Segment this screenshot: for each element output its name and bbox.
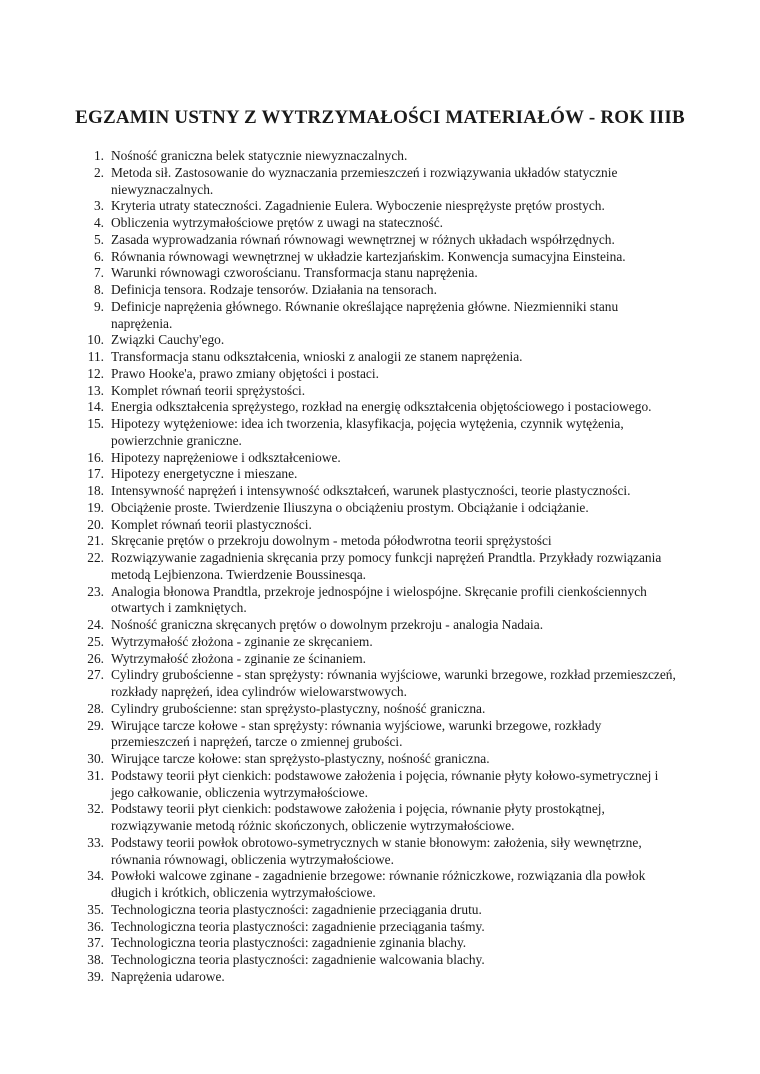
question-number: 5. xyxy=(93,231,104,247)
question-number: 8. xyxy=(93,282,104,297)
question-item xyxy=(82,835,682,869)
question-number: 11. xyxy=(87,349,104,364)
question-item xyxy=(82,282,682,299)
question-number: 12. xyxy=(87,365,104,381)
question-text: Obliczenia wytrzymałościowe prętów z uwagi na stateczność. xyxy=(111,215,444,230)
question-number: 19. xyxy=(87,499,104,515)
question-number: 23. xyxy=(87,583,104,599)
question-text: Komplet równań teorii sprężystości. xyxy=(111,382,306,398)
question-item xyxy=(82,801,682,835)
question-item xyxy=(82,483,682,500)
question-item xyxy=(82,349,682,366)
question-text: Komplet równań teorii plastyczności. xyxy=(111,516,312,532)
question-item xyxy=(82,768,682,802)
question-text: Technologiczna teoria plastyczności: zagadnienie walcowania blachy. xyxy=(111,952,485,967)
question-item xyxy=(82,366,682,383)
question-text: Cylindry grubościenne - stan sprężysty: równania wyjściowe, warunki brzegowe, rozkład przemieszczeń, rozkłady naprężeń, idea cylindrów wielowarstwowych. xyxy=(111,667,676,699)
question-text: Podstawy teorii powłok obrotowo-symetrycznych w stanie błonowym: założenia, siły wewnętrzne, równania równowagi, obliczenia wytrzymałościowe. xyxy=(111,834,642,867)
question-item xyxy=(82,751,682,768)
question-number: 16. xyxy=(87,449,104,465)
question-item xyxy=(82,148,682,165)
question-text: Cylindry grubościenne: stan sprężysto-plastyczny, nośność graniczna. xyxy=(111,700,486,716)
question-number: 37. xyxy=(87,935,104,951)
question-text: Wirujące tarcze kołowe - stan sprężysty: równania wyjściowe, warunki brzegowe, rozkłady przemieszczeń i naprężeń, tarcze o zmiennej grubości. xyxy=(111,717,602,750)
question-text: Prawo Hooke'a, prawo zmiany objętości i postaci. xyxy=(111,365,379,381)
question-number: 1. xyxy=(93,148,104,163)
question-text: Powłoki walcowe zginane - zagadnienie brzegowe: równanie różniczkowe, rozwiązania dla powłok długich i krótkich, obliczenia wytrzymałościowe. xyxy=(111,868,646,900)
question-text: Transformacja stanu odkształcenia, wnioski z analogii ze stanem naprężenia. xyxy=(111,349,523,364)
question-number: 26. xyxy=(87,650,104,666)
question-text: Rozwiązywanie zagadnienia skręcania przy pomocy funkcji naprężeń Prandtla. Przykłady rozwiązania metodą Lejbienzona. Twierdzenie Boussinesqa. xyxy=(111,550,662,582)
question-number: 36. xyxy=(87,918,104,934)
question-number: 34. xyxy=(87,868,104,884)
question-text: Metoda sił. Zastosowanie do wyznaczania przemieszczeń i rozwiązywania układów statycznie niewyznaczalnych. xyxy=(111,164,618,197)
question-item xyxy=(82,617,682,634)
question-text: Wytrzymałość złożona - zginanie ze ścinaniem. xyxy=(111,650,366,666)
question-item xyxy=(82,651,682,668)
question-number: 20. xyxy=(87,516,104,532)
question-text: Podstawy teorii płyt cienkich: podstawowe założenia i pojęcia, równanie płyty prostokątnej, rozwiązywanie metodą różnic skończonych, obliczenie wytrzymałościowe. xyxy=(111,801,605,833)
question-text: Wirujące tarcze kołowe: stan sprężysto-plastyczny, nośność graniczna. xyxy=(111,751,490,766)
question-number: 28. xyxy=(87,700,104,716)
question-text: Hipotezy energetyczne i mieszane. xyxy=(111,466,298,482)
question-number: 10. xyxy=(87,332,104,348)
question-text: Definicja tensora. Rodzaje tensorów. Działania na tensorach. xyxy=(111,282,437,297)
question-item xyxy=(82,265,682,282)
question-text: Technologiczna teoria plastyczności: zagadnienie przeciągania taśmy. xyxy=(111,918,485,934)
question-text: Skręcanie prętów o przekroju dowolnym - metoda półodwrotna teorii sprężystości xyxy=(111,533,552,549)
question-text: Technologiczna teoria plastyczności: zagadnienie zginania blachy. xyxy=(111,935,467,951)
question-number: 6. xyxy=(93,248,104,264)
question-number: 7. xyxy=(93,265,104,281)
question-item xyxy=(82,517,682,534)
question-text: Hipotezy wytężeniowe: idea ich tworzenia, klasyfikacja, pojęcia wytężenia, czynnik wytężenia, powierzchnie graniczne. xyxy=(111,416,624,448)
question-text: Energia odkształcenia sprężystego, rozkład na energię odkształcenia objętościowego i postaciowego. xyxy=(111,399,652,415)
question-text: Związki Cauchy'ego. xyxy=(111,332,225,348)
question-item xyxy=(82,198,682,215)
question-item xyxy=(82,466,682,483)
question-item xyxy=(82,667,682,701)
question-text: Hipotezy naprężeniowe i odkształceniowe. xyxy=(111,449,341,465)
question-item xyxy=(82,215,682,232)
question-text: Naprężenia udarowe. xyxy=(111,968,225,984)
question-number: 9. xyxy=(93,298,104,314)
question-item xyxy=(82,919,682,936)
question-number: 14. xyxy=(87,399,104,415)
question-number: 22. xyxy=(87,550,104,565)
question-number: 21. xyxy=(87,533,104,549)
question-text: Technologiczna teoria plastyczności: zagadnienie przeciągania drutu. xyxy=(111,901,482,917)
question-text: Kryteria utraty stateczności. Zagadnienie Eulera. Wyboczenie niesprężyste prętów prostych. xyxy=(111,198,605,214)
question-number: 38. xyxy=(87,952,104,967)
question-item xyxy=(82,249,682,266)
question-item xyxy=(82,500,682,517)
question-number: 31. xyxy=(87,767,104,783)
question-number: 17. xyxy=(87,466,104,482)
question-item xyxy=(82,935,682,952)
question-number: 29. xyxy=(87,717,104,733)
question-number: 30. xyxy=(87,751,104,766)
question-number: 3. xyxy=(93,198,104,214)
question-item xyxy=(82,299,682,333)
question-number: 18. xyxy=(87,483,104,498)
question-text: Nośność graniczna belek statycznie niewyznaczalnych. xyxy=(111,148,408,163)
question-item xyxy=(82,902,682,919)
question-item xyxy=(82,969,682,986)
question-number: 24. xyxy=(87,617,104,632)
question-text: Intensywność naprężeń i intensywność odkształceń, warunek plastyczności, teorie plastyczności. xyxy=(111,483,631,498)
question-text: Równania równowagi wewnętrznej w układzie kartezjańskim. Konwencja sumacyjna Einsteina. xyxy=(111,248,626,264)
question-item xyxy=(82,634,682,651)
question-text: Zasada wyprowadzania równań równowagi wewnętrznej w różnych układach współrzędnych. xyxy=(111,231,615,247)
document-title: EGZAMIN USTNY Z WYTRZYMAŁOŚCI MATERIAŁÓW - ROK IIIB xyxy=(75,107,685,128)
question-item xyxy=(82,701,682,718)
question-item xyxy=(82,416,682,450)
question-number: 33. xyxy=(87,834,104,850)
question-text: Nośność graniczna skręcanych prętów o dowolnym przekroju - analogia Nadaia. xyxy=(111,617,544,632)
question-item xyxy=(82,165,682,199)
question-text: Analogia błonowa Prandtla, przekroje jednospójne i wielospójne. Skręcanie profili cienkościennych otwartych i zamkniętych. xyxy=(111,583,647,616)
question-number: 39. xyxy=(87,968,104,984)
question-item xyxy=(82,399,682,416)
question-item xyxy=(82,550,682,584)
question-item xyxy=(82,584,682,618)
question-item xyxy=(82,952,682,969)
question-item xyxy=(82,383,682,400)
question-text: Wytrzymałość złożona - zginanie ze skręcaniem. xyxy=(111,633,373,649)
question-list xyxy=(82,148,682,986)
question-number: 25. xyxy=(87,633,104,649)
question-item xyxy=(82,868,682,902)
question-number: 2. xyxy=(93,164,104,180)
question-item xyxy=(82,232,682,249)
question-item xyxy=(82,450,682,467)
question-item xyxy=(82,332,682,349)
question-item xyxy=(82,533,682,550)
question-number: 27. xyxy=(87,667,104,683)
question-number: 35. xyxy=(87,901,104,917)
question-number: 4. xyxy=(93,215,104,230)
question-number: 32. xyxy=(87,801,104,817)
question-text: Obciążenie proste. Twierdzenie Iliuszyna o obciążeniu prostym. Obciążanie i odciążanie. xyxy=(111,499,589,515)
question-number: 15. xyxy=(87,416,104,431)
question-number: 13. xyxy=(87,382,104,398)
question-text: Podstawy teorii płyt cienkich: podstawowe założenia i pojęcia, równanie płyty kołowo-symetrycznej i jego całkowanie, obliczenia wytrzymałościowe. xyxy=(111,767,659,800)
question-item xyxy=(82,718,682,752)
question-text: Warunki równowagi czworościanu. Transformacja stanu naprężenia. xyxy=(111,265,478,281)
question-text: Definicje naprężenia głównego. Równanie określające naprężenia główne. Niezmienniki stanu naprężenia. xyxy=(111,298,619,331)
